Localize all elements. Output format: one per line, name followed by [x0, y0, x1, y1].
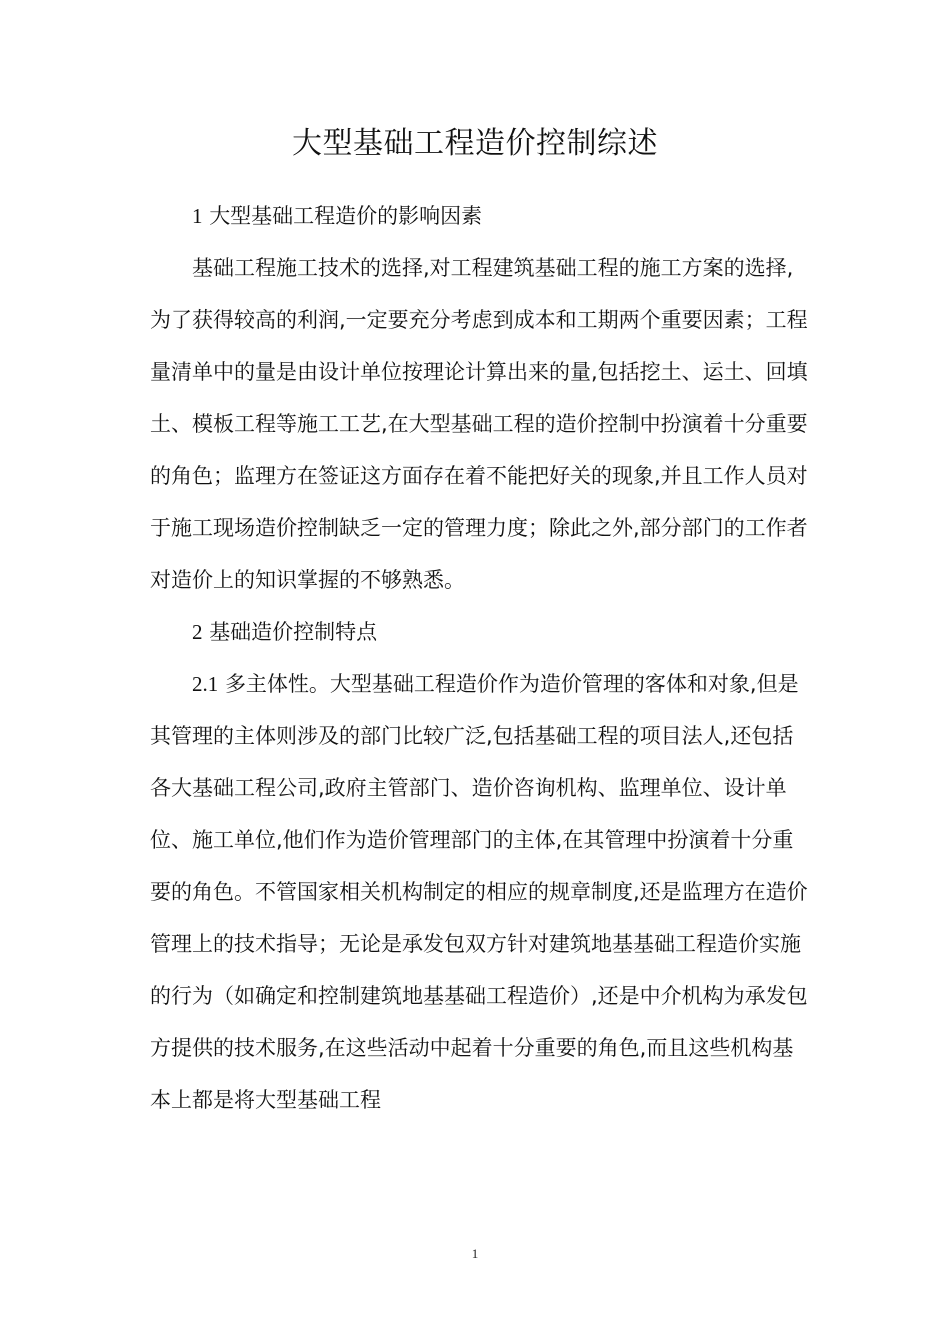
paragraph-multi-subject	[150, 658, 810, 1126]
subsection-number: 2.1	[192, 672, 219, 696]
page-number: 1	[471, 1246, 479, 1261]
section-heading-2	[150, 606, 810, 658]
section-number: 2	[192, 620, 203, 644]
paragraph-text: 基础工程施工技术的选择,对工程建筑基础工程的施工方案的选择,为了获得较高的利润,一定要充分考虑到成本和工期两个重要因素；工程量清单中的量是由设计单位按理论计算出来的量,包括挖土、运土、回填土、模板工程等施工工艺,在大型基础工程的造价控制中扮演着十分重要的角色；监理方在签证这方面存在着不能把好关的现象,并且工作人员对于施工现场造价控制缺乏一定的管理力度；除此之外,部分部门的工作者对造价上的知识掌握的不够熟悉。	[150, 256, 808, 592]
section-heading-1	[150, 190, 810, 242]
paragraph-influencing-factors	[150, 242, 810, 606]
document-title: 大型基础工程造价控制综述	[292, 126, 658, 161]
section-number: 1	[192, 204, 203, 228]
section-heading-text: 基础造价控制特点	[209, 620, 378, 644]
paragraph-text: 多主体性。大型基础工程造价作为造价管理的客体和对象,但是其管理的主体则涉及的部门比较广泛,包括基础工程的项目法人,还包括各大基础工程公司,政府主管部门、造价咨询机构、监理单位、设计单位、施工单位,他们作为造价管理部门的主体,在其管理中扮演着十分重要的角色。不管国家相关机构制定的相应的规章制度,还是监理方在造价管理上的技术指导；无论是承发包双方针对建筑地基基础工程造价实施的行为（如确定和控制建筑地基基础工程造价）,还是中介机构为承发包方提供的技术服务,在这些活动中起着十分重要的角色,而且这些机构基本上都是将大型基础工程	[150, 672, 808, 1112]
document-body	[150, 190, 810, 1126]
section-heading-text: 大型基础工程造价的影响因素	[209, 204, 483, 228]
